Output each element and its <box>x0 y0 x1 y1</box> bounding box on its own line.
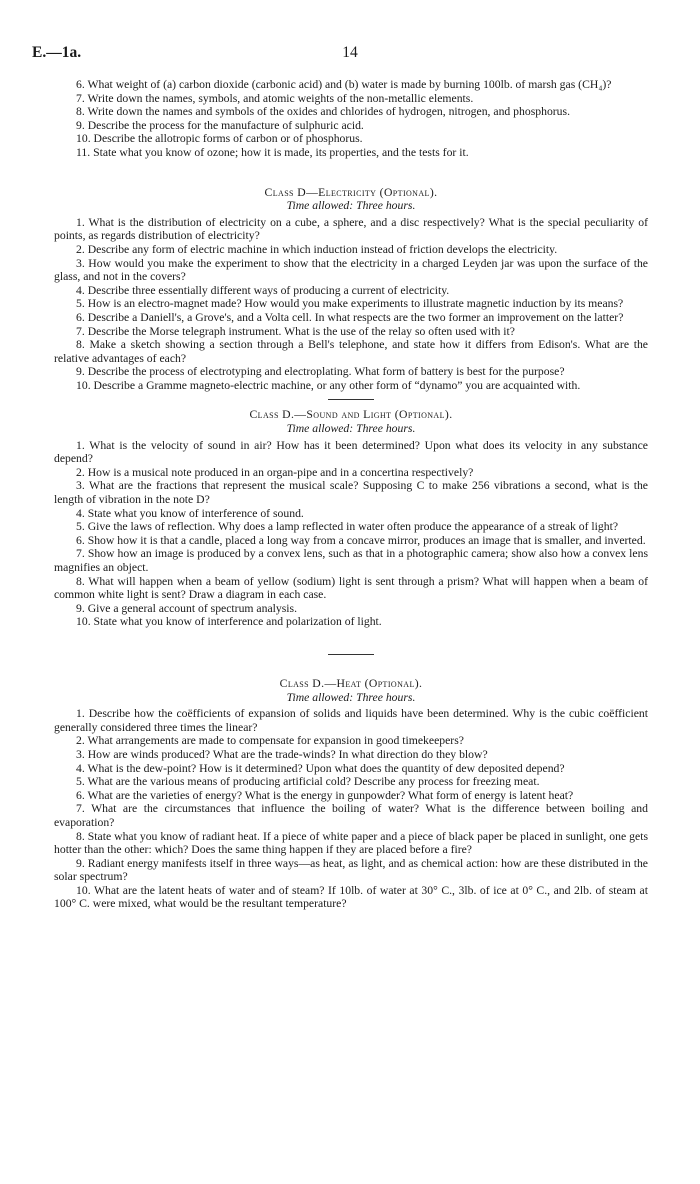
time-allowed: Time allowed: Three hours. <box>286 199 416 213</box>
question: 6. What weight of (a) carbon dioxide (carbonic acid) and (b) water is made by burning 100lb. of marsh gas (CH₄)? <box>76 78 612 91</box>
spacer <box>54 629 648 647</box>
question: 11. State what you know of ozone; how it is made, its properties, and the tests for it. <box>76 145 469 159</box>
page-number: 14 <box>342 44 358 61</box>
question: 6. Describe a Daniell's, a Grove's, and a Volta cell. In what respects are the two former an improvement on the latter? <box>76 310 624 324</box>
section-title: Class D.—Heat (Optional). <box>279 676 423 690</box>
question: 4. Describe three essentially different ways of producing a current of electricity. <box>76 283 450 297</box>
question: 4. What is the dew-point? How is it determined? Upon what does the quantity of dew deposited depend? <box>76 761 565 775</box>
section-divider <box>328 399 374 400</box>
question: 9. Give a general account of spectrum analysis. <box>76 601 298 615</box>
electricity-section <box>54 186 648 393</box>
question: 3. How are winds produced? What are the trade-winds? In what direction do they blow? <box>76 747 488 761</box>
question: 7. Describe the Morse telegraph instrument. What is the use of the relay so often used with it? <box>76 324 515 338</box>
section-title: Class D—Electricity (Optional). <box>264 185 438 199</box>
chemistry-questions-continued <box>54 78 648 160</box>
question: 1. What is the distribution of electricity on a cube, a sphere, and a disc respectively? What is the special peculiarity of points, as regards distribution of electricity? <box>54 215 648 243</box>
question: 2. Describe any form of electric machine in which induction instead of friction develops the electricity. <box>76 242 558 256</box>
document-body <box>54 78 648 911</box>
question: 10. Describe a Gramme magneto-electric machine, or any other form of “dynamo” you are acquainted with. <box>76 378 581 392</box>
question: 9. Radiant energy manifests itself in three ways—as heat, as light, and as chemical action: how are these distributed in the solar spectrum? <box>54 856 648 884</box>
time-allowed: Time allowed: Three hours. <box>286 690 416 704</box>
question: 9. Describe the process of electrotyping and electroplating. What form of battery is best for the purpose? <box>76 365 565 379</box>
question: 7. Show how an image is produced by a convex lens, such as that in a photographic camera; show also how a convex lens magnifies an object. <box>54 547 648 574</box>
question: 4. State what you know of interference of sound. <box>76 506 304 520</box>
question: 5. How is an electro-magnet made? How would you make experiments to illustrate magnetic induction by its means? <box>76 297 624 311</box>
section-title: Class D.—Sound and Light (Optional). <box>249 408 453 422</box>
question: 8. State what you know of radiant heat. If a piece of white paper and a piece of black paper be placed in sunlight, one gets hotter than the other: which? Does the same thing happen if they are placed before a fire? <box>54 829 648 857</box>
time-allowed: Time allowed: Three hours. <box>286 422 416 436</box>
question: 6. What are the varieties of energy? What is the energy in gunpowder? What form of energy is latent heat? <box>76 788 574 802</box>
question: 8. Make a sketch showing a section through a Bell's telephone, and state how it differs from Edison's. What are the relative advantages of each? <box>54 338 648 365</box>
heat-section <box>54 677 648 911</box>
question: 8. What will happen when a beam of yellow (sodium) light is sent through a prism? What will happen when a beam of common white light is sent? Draw a diagram in each case. <box>54 574 648 602</box>
question: 5. What are the various means of producing artificial cold? Describe any process for freezing meat. <box>76 775 540 789</box>
question: 2. What arrangements are made to compensate for expansion in good timekeepers? <box>76 734 464 748</box>
question: 6. Show how it is that a candle, placed a long way from a concave mirror, produces an image that is smaller, and inverted. <box>76 533 646 547</box>
question: 3. What are the fractions that represent the musical scale? Supposing C to make 256 vibrations a second, what is the length of vibration in the note D? <box>54 479 648 507</box>
question: 10. State what you know of interference and polarization of light. <box>76 615 382 629</box>
question: 9. Describe the process for the manufacture of sulphuric acid. <box>76 118 364 132</box>
document-reference: E.—1a. <box>32 44 82 61</box>
question: 10. Describe the allotropic forms of carbon or of phosphorus. <box>76 132 363 146</box>
question: 7. What are the circumstances that influence the boiling of water? What is the difference between boiling and evaporation? <box>54 802 648 829</box>
spacer <box>54 160 648 186</box>
question: 10. What are the latent heats of water and of steam? If 10lb. of water at 30° C., 3lb. of ice at 0° C., and 2lb. of steam at 100° C. were mixed, what would be the resultant temperature? <box>54 883 648 911</box>
question: 2. How is a musical note produced in an organ-pipe and in a concertina respectively? <box>76 465 474 479</box>
question: 8. Write down the names and symbols of the oxides and chlorides of hydrogen, nitrogen, and phosphorus. <box>76 105 570 119</box>
spacer <box>54 663 648 677</box>
question: 3. How would you make the experiment to show that the electricity in a charged Leyden jar was upon the surface of the glass, and not in the covers? <box>54 256 648 284</box>
question: 1. Describe how the coëfficients of expansion of solids and liquids have been determined. Why is the cubic coëfficient generally considered three times the linear? <box>54 707 648 734</box>
question: 1. What is the velocity of sound in air? How has it been determined? Upon what does its velocity in any substance depend? <box>54 438 648 466</box>
sound-light-section <box>54 408 648 629</box>
section-divider <box>328 654 374 655</box>
question: 7. Write down the names, symbols, and atomic weights of the non-metallic elements. <box>76 91 474 105</box>
question: 5. Give the laws of reflection. Why does a lamp reflected in water often produce the appearance of a streak of light? <box>76 520 619 534</box>
